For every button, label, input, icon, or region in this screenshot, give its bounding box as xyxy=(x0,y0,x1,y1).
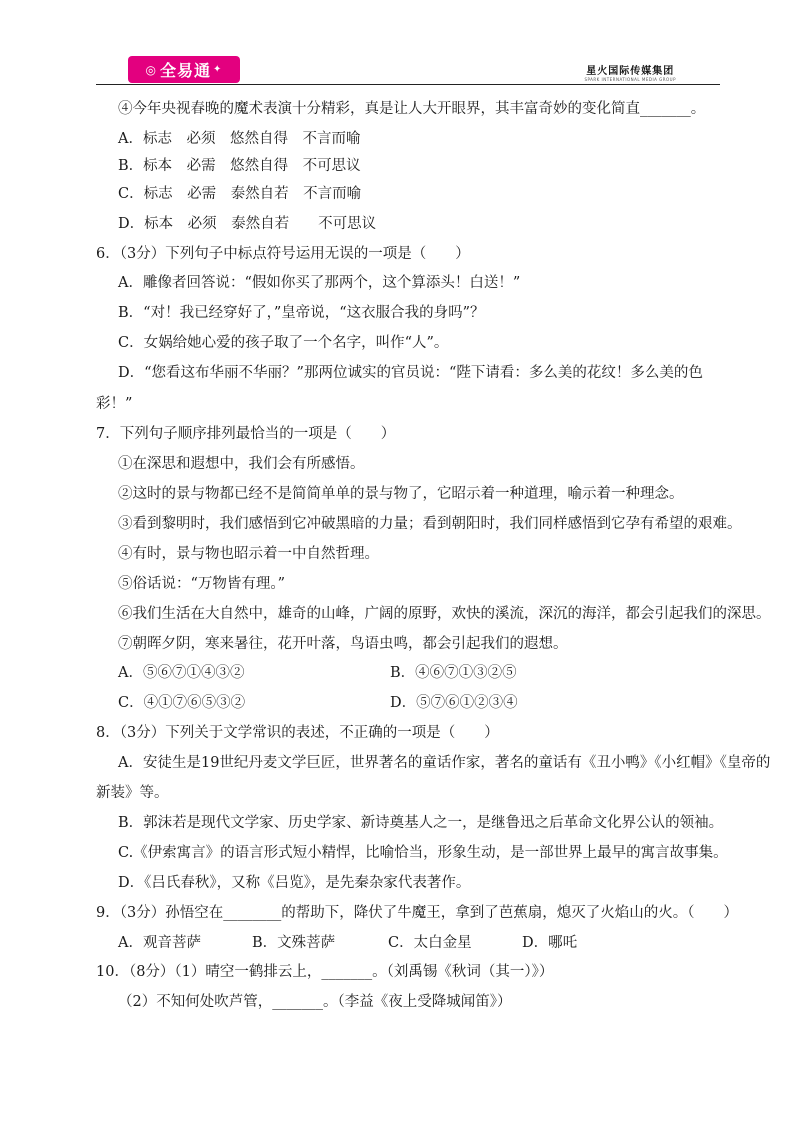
q7-sentence-7: ⑦朝晖夕阴，寒来暑往，花开叶落，鸟语虫鸣，都会引起我们的遐想。 xyxy=(118,636,568,652)
q6-option-d-line1: D．“您看这布华丽不华丽？”那两位诚实的官员说：“陛下请看：多么美的花纹！多么美的色 xyxy=(118,365,703,381)
q9-option-b: B．文殊菩萨 xyxy=(252,935,336,951)
q6-stem: 6．（3分）下列句子中标点符号运用无误的一项是（ ） xyxy=(96,246,470,262)
q5-option-c: C．标志 必需 泰然自若 不言而喻 xyxy=(118,186,362,202)
q5-option-a: A．标志 必须 悠然自得 不言而喻 xyxy=(118,131,361,147)
q7-stem: 7．下列句子顺序排列最恰当的一项是（ ） xyxy=(96,426,396,442)
q9-option-c: C．太白金星 xyxy=(388,935,472,951)
publisher-brand xyxy=(584,62,676,82)
sparkle-icon: ✦ xyxy=(213,64,223,75)
q7-sentence-6: ⑥我们生活在大自然中，雄奇的山峰，广阔的原野，欢快的溪流，深沉的海洋，都会引起我们的深思。 xyxy=(118,606,771,622)
q10-part-2: （2）不知何处吹芦管，_______。（李益《夜上受降城闻笛》） xyxy=(118,994,512,1010)
q9-option-a: A．观音菩萨 xyxy=(118,935,201,951)
q8-option-a-line2: 新装》等。 xyxy=(96,785,169,801)
q7-sentence-2: ②这时的景与物都已经不是简简单单的景与物了，它昭示着一种道理，喻示着一种理念。 xyxy=(118,486,684,502)
q7-option-a: A．⑤⑥⑦①④③② xyxy=(118,665,245,681)
q7-option-d: D．⑤⑦⑥①②③④ xyxy=(390,695,518,711)
q6-option-d-line2: 彩！” xyxy=(96,396,133,412)
swirl-icon: ◎ xyxy=(145,62,158,77)
q10-part-1: 10．（8分）（1）晴空一鹤排云上，_______。（刘禹锡《秋词（其一）》） xyxy=(96,964,554,980)
q8-stem: 8．（3分）下列关于文学常识的表述，不正确的一项是（ ） xyxy=(96,725,499,741)
q8-option-a-line1: A．安徒生是19世纪丹麦文学巨匠，世界著名的童话作家，著名的童话有《丑小鸭》《小红帽》《皇帝的 xyxy=(118,755,771,771)
q7-sentence-1: ①在深思和遐想中，我们会有所感悟。 xyxy=(118,456,365,472)
q7-sentence-5: ⑤俗话说：“万物皆有理。” xyxy=(118,576,286,592)
quanyitong-logo xyxy=(128,56,240,83)
q7-sentence-3: ③看到黎明时，我们感悟到它冲破黑暗的力量；看到朝阳时，我们同样感悟到它孕有希望的艰难。 xyxy=(118,516,742,532)
q9-stem: 9．（3分）孙悟空在________的帮助下，降伏了牛魔王，拿到了芭蕉扇，熄灭了火焰山的火。（ ） xyxy=(96,905,738,921)
brand-name-cn: 星火国际传媒集团 xyxy=(586,66,675,77)
q7-option-c: C．④①⑦⑥⑤③② xyxy=(118,695,246,711)
brand-name-en: SPARK INTERNATIONAL MEDIA GROUP xyxy=(584,77,676,82)
q6-option-c: C．女娲给她心爱的孩子取了一个名字，叫作“人”。 xyxy=(118,335,449,351)
q8-option-c: C.《伊索寓言》的语言形式短小精悍，比喻恰当，形象生动，是一部世界上最早的寓言故事集。 xyxy=(118,845,728,861)
q7-option-b: B．④⑥⑦①③②⑤ xyxy=(390,665,517,681)
q8-option-b: B．郭沫若是现代文学家、历史学家、新诗奠基人之一，是继鲁迅之后革命文化界公认的领袖。 xyxy=(118,815,724,831)
q6-option-b: B．“对！我已经穿好了，”皇帝说，“这衣服合我的身吗”？ xyxy=(118,305,485,321)
page-header xyxy=(0,0,800,90)
header-divider xyxy=(96,84,720,85)
q5-option-b: B．标本 必需 悠然自得 不可思议 xyxy=(118,158,361,174)
q9-option-d: D．哪吒 xyxy=(522,935,578,951)
q8-option-d: D．《吕氏春秋》，又称《吕览》，是先秦杂家代表著作。 xyxy=(118,875,471,891)
q5-sentence-4: ④今年央视春晚的魔术表演十分精彩，真是让人大开眼界，其丰富奇妙的变化简直_______。 xyxy=(118,101,706,117)
q5-option-d: D．标本 必须 泰然自若 不可思议 xyxy=(118,216,377,232)
logo-text: 全易通 xyxy=(160,61,212,80)
q7-sentence-4: ④有时，景与物也昭示着一中自然哲理。 xyxy=(118,546,379,562)
q6-option-a: A．雕像者回答说：“假如你买了那两个，这个算添头！白送！” xyxy=(118,275,521,291)
